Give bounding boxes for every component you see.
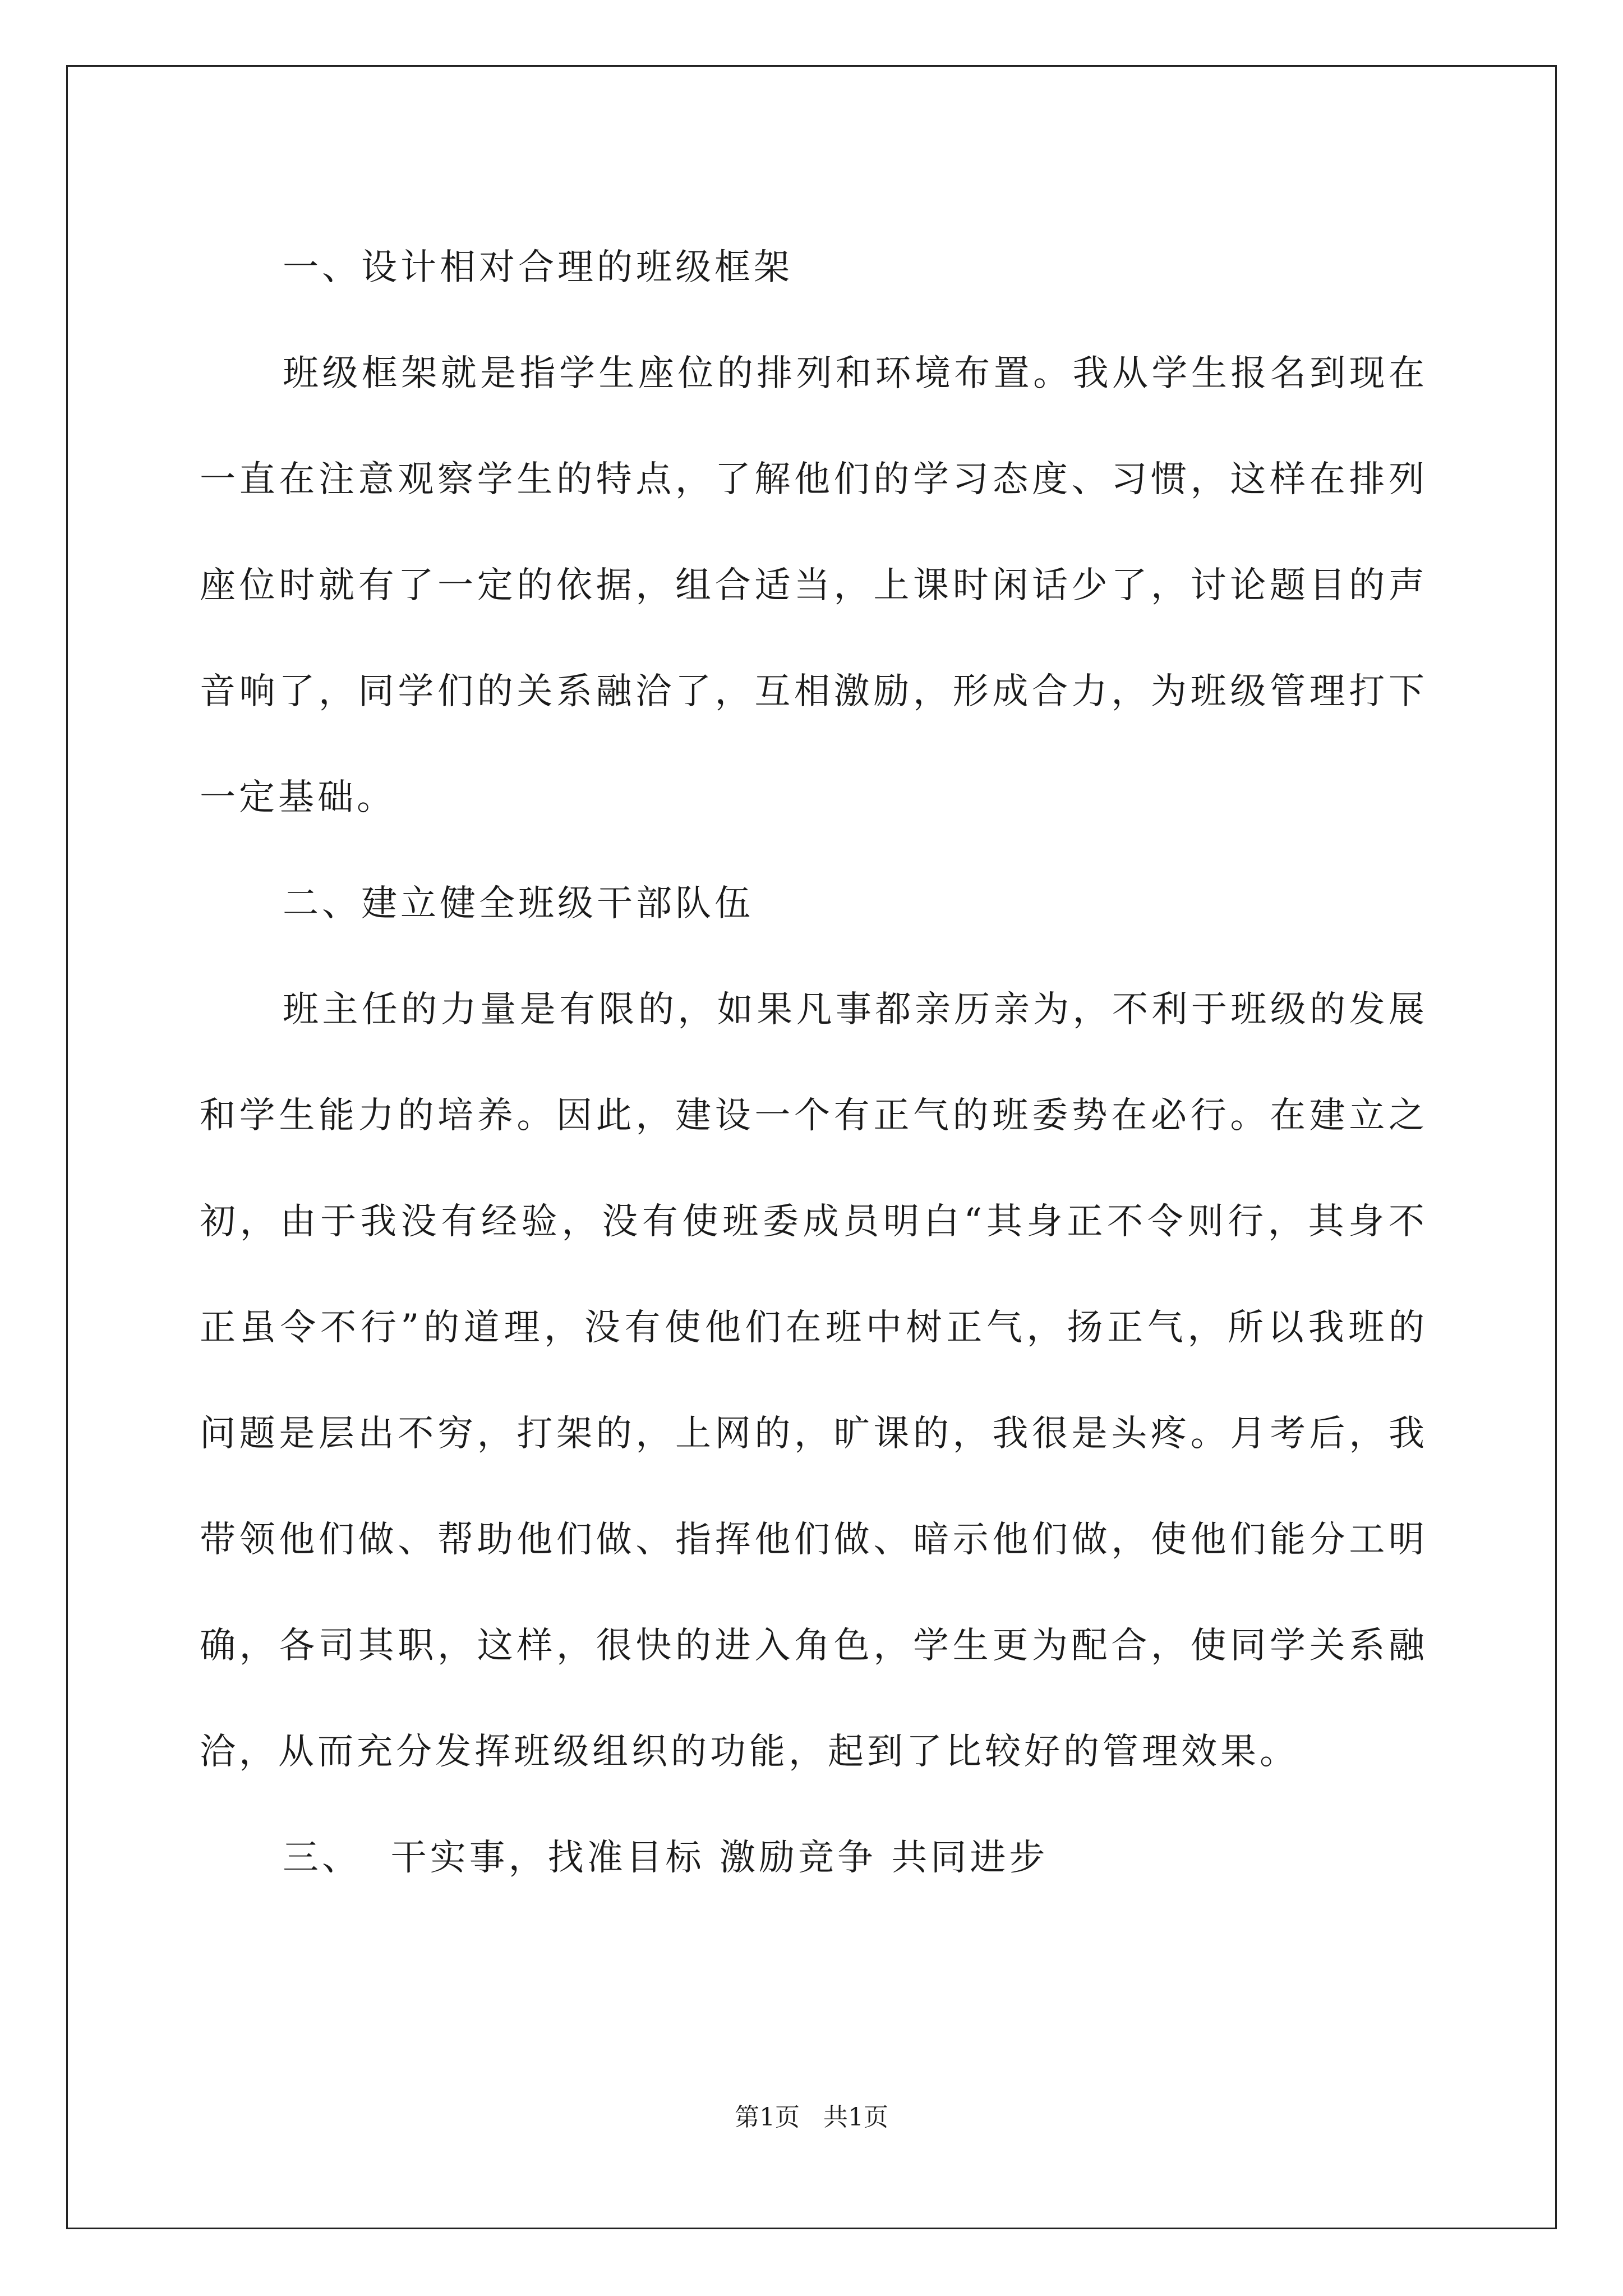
section-1-heading: 一、设计相对合理的班级框架: [283, 247, 793, 288]
document-body: [200, 215, 1428, 1911]
page-number-footer: 第1页 共1页: [735, 2103, 888, 2132]
section-3-heading: 三、 干实事，找准目标 激励竞争 共同进步: [283, 1837, 1049, 1879]
section-2-heading: 二、建立健全班级干部队伍: [283, 883, 754, 924]
section-1-paragraph: 班级框架就是指学生座位的排列和环境布置。我从学生报名到现在一直在注意观察学生的特点，了解他们的学习态度、习惯，这样在排列座位时就有了一定的依据，组合适当，上课时闲话少了，讨论题目的声音响了，同学们的关系融洽了，互相激励，形成合力，为班级管理打下一定基础。: [200, 353, 1428, 818]
section-2-paragraph: 班主任的力量是有限的，如果凡事都亲历亲为，不利于班级的发展和学生能力的培养。因此，建设一个有正气的班委势在必行。在建立之初，由于我没有经验，没有使班委成员明白“其身正不令则行，其身不正虽令不行”的道理，没有使他们在班中树正气，扬正气，所以我班的问题是层出不穷，打架的，上网的，旷课的，我很是头疼。月考后，我带领他们做、帮助他们做、指挥他们做、暗示他们做，使他们能分工明确，各司其职，这样，很快的进入角色，学生更为配合，使同学关系融洽，从而充分发挥班级组织的功能，起到了比较好的管理效果。: [200, 989, 1428, 1773]
